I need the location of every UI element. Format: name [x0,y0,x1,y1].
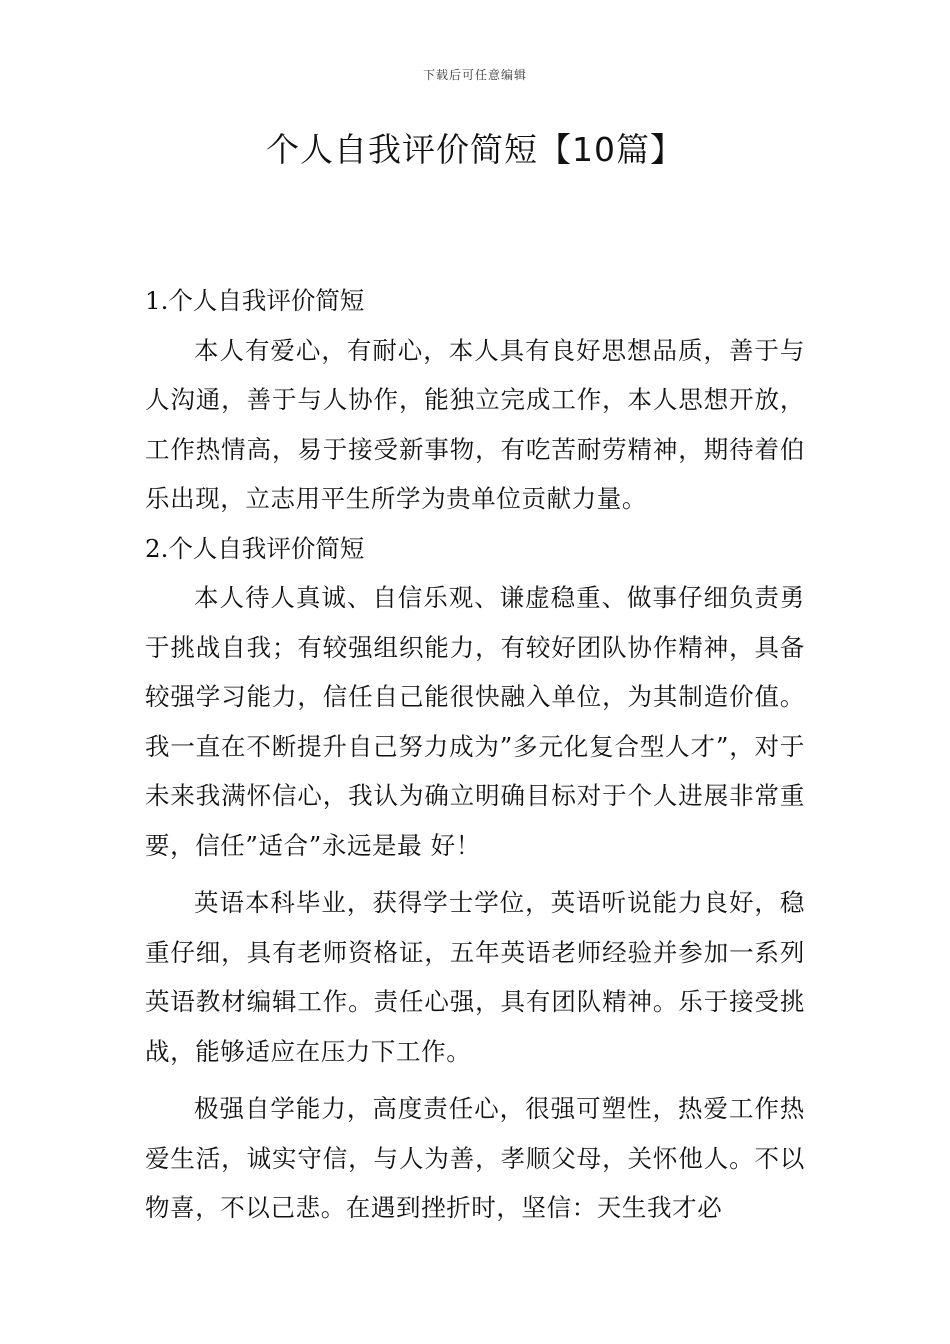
header-note: 下载后可任意编辑 [422,68,527,82]
paragraph: 本人有爱心，有耐心，本人具有良好思想品质，善于与人沟通，善于与人协作，能独立完成工作，本人思想开放，工作热情高，易于接受新事物，有吃苦耐劳精神，期待着伯乐出现，立志用平生所学为贵单位贡献力量。 [145,335,805,513]
section-1 [145,276,805,524]
document-body [145,276,805,1233]
document-title: 个人自我评价简短【10篇】 [266,130,684,169]
paragraph: 本人待人真诚、自信乐观、谦虚稳重、做事仔细负责勇于挑战自我；有较强组织能力，有较好团队协作精神，具备较强学习能力，信任自己能很快融入单位，为其制造价值。我一直在不断提升自己努力成为”多元化复合型人才”，对于未来我满怀信心，我认为确立明确目标对于个人进展非常重要，信任”适合”永远是最 好！ [145,583,805,860]
paragraph: 英语本科毕业，获得学士学位，英语听说能力良好，稳重仔细，具有老师资格证，五年英语老师经验并参加一系列英语教材编辑工作。责任心强，具有团队精神。乐于接受挑战，能够适应在压力下工作。 [145,888,805,1066]
section-heading: 2.个人自我评价简短 [145,533,365,563]
section-heading: 1.个人自我评价简短 [145,286,365,315]
section-2 [145,524,805,1233]
paragraph: 极强自学能力，高度责任心，很强可塑性，热爱工作热爱生活，诚实守信，与人为善，孝顺父母，关怀他人。不以物喜，不以己悲。在遇到挫折时，坚信：天生我才必 [145,1094,805,1222]
